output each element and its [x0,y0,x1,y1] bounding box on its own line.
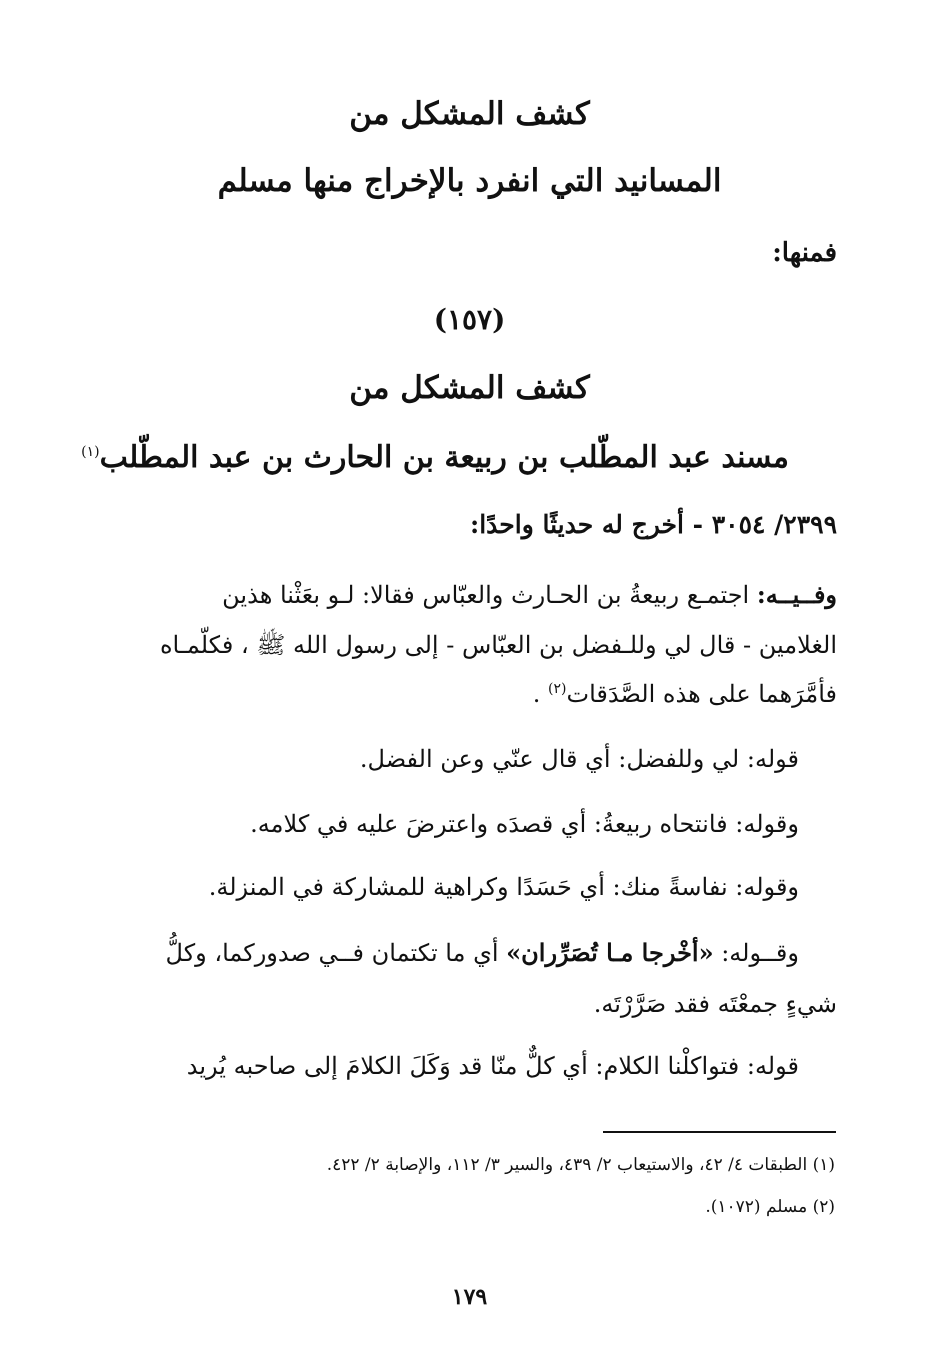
paragraph-4: وقوله: نفاسةً منك: أي حَسَدًا وكراهية للمشاركة في المنزلة. [208,873,799,901]
paragraph-1-lead: وفــيــه: [756,580,837,609]
musnad-name-text: مسند عبد المطّلب بن ربيعة بن الحارث بن عبد المطّلب [99,440,789,475]
paragraph-5-line-1 [102,938,799,967]
intro-label: فمنها: [772,238,837,268]
paragraph-1-line-3-text: فأمَّرَهما على هذه الصَّدَقات [566,680,837,708]
musnad-name [81,440,789,475]
footnote-ref-1[interactable]: (١) [81,444,100,460]
paragraph-3: وقوله: فانتحاه ربيعةُ: أي قصدَه واعترضَ عليه في كلامه. [250,810,799,838]
paragraph-6: قوله: فتواكلْنا الكلام: أي كلٌّ منّا قد وَكَلَ الكلامَ إلى صاحبه يُريد [186,1052,799,1080]
page-number: ١٧٩ [451,1284,488,1310]
footnote-ref-2[interactable]: (٢) [548,681,567,697]
paragraph-1-line-1-text: اجتمـع ربيعةُ بن الحـارث والعبّاس فقالا: لـو بعَثْنا هذين [222,581,757,609]
hadith-reference: ٢٣٩٩/ ٣٠٥٤ - أخرج له حديثًا واحدًا: [470,510,837,539]
paragraph-1-line-1 [102,580,837,609]
musnad-title: كشف المشكل من [349,370,590,406]
footnote-1: (١) الطبقات ٤/ ٤٢، والاستيعاب ٢/ ٤٣٩، والسير ٣/ ١١٢، والإصابة ٢/ ٤٢٢. [326,1155,835,1175]
paragraph-5-line-1-text: أي ما تكتمان فــي صدوركما، وكلُّ [165,939,507,967]
musnad-number: (١٥٧) [433,303,506,336]
paragraph-2: قوله: لي وللفضل: أي قال عنّي وعن الفضل. [359,745,799,773]
hadith-quote: «أخْرجا مـا تُصَرِّران» [506,938,714,967]
footnote-divider [603,1131,836,1133]
paragraph-1-line-2: الغلامين - قال لي وللـفضل بن العبّاس - إلى رسول الله ﷺ ، فكلّمـاه [159,631,837,659]
section-title: المسانيد التي انفرد بالإخراج منها مسلم [217,163,722,199]
page-title: كشف المشكل من [349,96,590,132]
paragraph-5-lead: وقــوله: [713,939,799,967]
footnote-2: (٢) مسلم (١٠٧٢). [705,1197,835,1217]
paragraph-1-line-3 [102,680,837,708]
paragraph-5-line-2: شيءٍ جمعْتَه فقد صَرَّرْتَه. [593,990,837,1018]
paragraph-1-end: . [532,680,549,708]
